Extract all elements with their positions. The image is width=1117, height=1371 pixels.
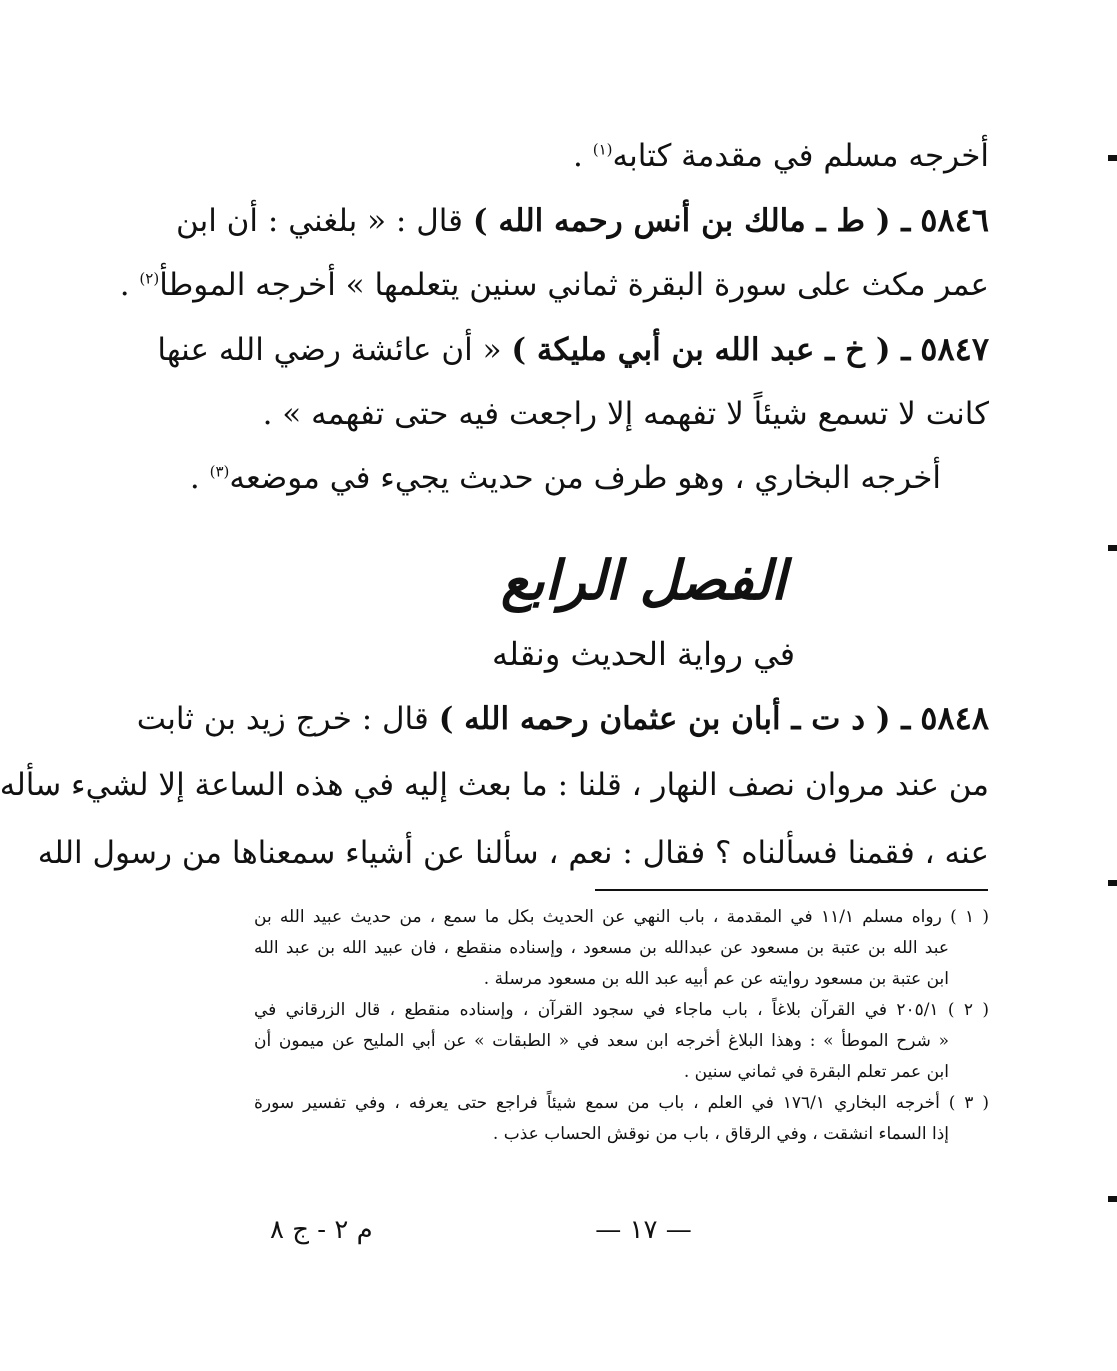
text-line-6: أخرجه البخاري ، وهو طرف من حديث يجيء في موضعه$^{(٣)}$ . bbox=[189, 460, 941, 496]
footnotes bbox=[254, 902, 989, 1150]
footnote-3: ( ٣ ) أخرجه البخاري ١٧٦/١ في العلم ، باب من سمع شيئاً فراجع حتى يعرفه ، وفي تفسير سورة bbox=[254, 1093, 989, 1113]
hadith-number: ٥٨٤٧ bbox=[920, 330, 989, 368]
edge-mark bbox=[1108, 155, 1117, 161]
hadith-number: ٥٨٤٨ bbox=[920, 699, 989, 737]
page-footer bbox=[170, 1210, 1117, 1250]
footnote-ref-3: (٣) bbox=[209, 462, 230, 481]
footnote-1: ( ١ ) رواه مسلم ١١/١ في المقدمة ، باب النهي عن الحديث بكل ما سمع ، من حديث عبيد الله بن bbox=[254, 907, 989, 927]
hadith-text: قال : « بلغني : أن ابن bbox=[175, 203, 463, 239]
text-line-5: كانت لا تسمع شيئاً لا تفهمه إلا راجعت فيه حتى تفهمه » . bbox=[262, 396, 989, 432]
footnote-1-line-3: ابن عتبة بن مسعود روايته عن عم أبيه عبد الله بن مسعود مرسلة . bbox=[483, 969, 949, 989]
edge-mark bbox=[1108, 545, 1117, 551]
hadith-5846-header bbox=[175, 188, 989, 253]
hadith-narrator: ـ ( ط ـ مالك بن أنس رحمه الله ) bbox=[472, 203, 911, 239]
hadith-narrator: ـ ( د ت ـ أبان بن عثمان رحمه الله ) bbox=[438, 701, 911, 737]
text-line-1: أخرجه مسلم في مقدمة كتابه$^{(١)}$ . bbox=[573, 138, 989, 174]
text-line-8: من عند مروان نصف النهار ، قلنا : ما بعث إليه في هذه الساعة إلا لشيء سأله bbox=[0, 767, 989, 803]
footnote-ref-2: (٢) bbox=[139, 269, 160, 288]
footnote-2-line-2: « شرح الموطأ » : وهذا البلاغ أخرجه ابن سعد في « الطبقات » عن أبي المليح عن ميمون أن bbox=[254, 1031, 949, 1051]
footnote-separator bbox=[595, 889, 988, 891]
footnote-1-line-2: عبد الله بن عتبة بن مسعود عن عبدالله بن مسعود ، وإسناده منقطع ، فان عبيد الله بن عبد الله bbox=[254, 938, 949, 958]
edge-mark bbox=[1108, 1196, 1117, 1202]
main-text-2 bbox=[0, 686, 989, 887]
hadith-text: قال : خرج زيد بن ثابت bbox=[136, 701, 429, 737]
hadith-5847-header bbox=[157, 317, 989, 382]
edge-mark bbox=[1108, 880, 1117, 886]
hadith-5848-header bbox=[136, 686, 989, 751]
chapter-title: الفصل الرابع bbox=[500, 548, 787, 612]
chapter-subtitle: في رواية الحديث ونقله bbox=[491, 635, 796, 673]
footnote-ref-1: (١) bbox=[592, 140, 613, 159]
footnote-3-line-2: إذا السماء انشقت ، وفي الرقاق ، باب من نوقش الحساب عذب . bbox=[492, 1124, 949, 1144]
text-line-9: عنه ، فقمنا فسألناه ؟ فقال : نعم ، سألنا عن أشياء سمعناها من رسول الله bbox=[37, 835, 989, 871]
hadith-text: « أن عائشة رضي الله عنها bbox=[157, 332, 502, 368]
signature-mark: م ٢ - ج ٨ bbox=[270, 1215, 373, 1245]
hadith-narrator: ـ ( خ ـ عبد الله بن أبي مليكة ) bbox=[511, 332, 911, 368]
text-line-3: عمر مكث على سورة البقرة ثماني سنين يتعلمها » أخرجه الموطأ$^{(٢)}$ . bbox=[119, 267, 989, 303]
footnote-2-line-3: ابن عمر تعلم البقرة في ثماني سنين . bbox=[683, 1062, 949, 1082]
hadith-number: ٥٨٤٦ bbox=[920, 201, 989, 239]
page-number: — ١٧ — bbox=[595, 1215, 692, 1245]
main-text bbox=[119, 124, 989, 510]
footnote-2: ( ٢ ) ٢٠٥/١ في القرآن بلاغاً ، باب ماجاء في سجود القرآن ، وإسناده منقطع ، قال الزرقاني في bbox=[254, 1000, 989, 1020]
